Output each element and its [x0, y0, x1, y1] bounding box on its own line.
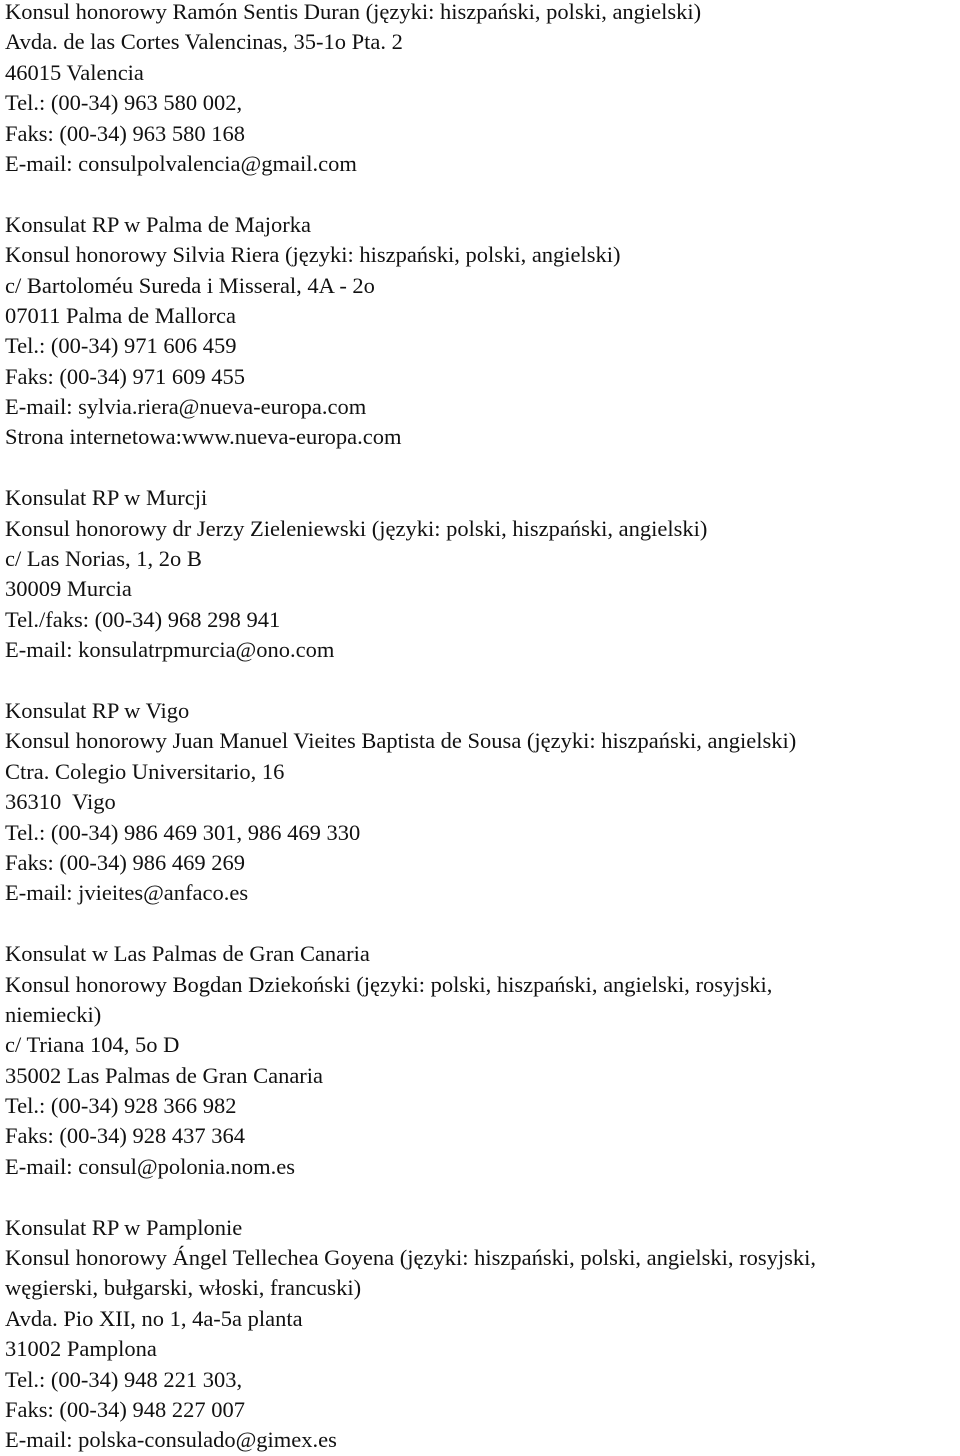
fax-line: Faks: (00-34) 986 469 269 — [5, 849, 245, 875]
postal-city-line: 35002 Las Palmas de Gran Canaria — [5, 1062, 324, 1088]
email-line: E-mail: jvieites@anfaco.es — [5, 880, 249, 906]
consul-name-line: Konsul honorowy dr Jerzy Zieleniewski (języki: polski, hiszpański, angielski) — [5, 515, 708, 541]
website-line: Strona internetowa:www.nueva-europa.com — [5, 424, 402, 450]
consul-name-line-continued: węgierski, bułgarski, włoski, francuski) — [5, 1275, 362, 1301]
postal-city-line: 46015 Valencia — [5, 59, 144, 85]
consulate-heading: Konsulat w Las Palmas de Gran Canaria — [5, 941, 370, 967]
consulate-heading: Konsulat RP w Murcji — [5, 485, 208, 511]
fax-line: Faks: (00-34) 928 437 364 — [5, 1123, 245, 1149]
consul-name-line: Konsul honorowy Ángel Tellechea Goyena (języki: hiszpański, polski, angielski, rosyjski, — [5, 1245, 816, 1271]
email-line: E-mail: consulpolvalencia@gmail.com — [5, 150, 357, 176]
consulate-entry-valencia — [5, 0, 957, 179]
consul-name-line: Konsul honorowy Ramón Sentis Duran (języki: hiszpański, polski, angielski) — [5, 0, 702, 24]
consulate-entry-pamplona — [5, 1213, 957, 1456]
email-line: E-mail: consul@polonia.nom.es — [5, 1153, 296, 1179]
address-line: Ctra. Colegio Universitario, 16 — [5, 758, 285, 784]
section-spacer — [5, 179, 957, 209]
consul-name-line-continued: niemiecki) — [5, 1001, 102, 1027]
email-line: E-mail: konsulatrpmurcia@ono.com — [5, 637, 335, 663]
phone-fax-line: Tel./faks: (00-34) 968 298 941 — [5, 606, 281, 632]
section-spacer — [5, 1182, 957, 1212]
phone-line: Tel.: (00-34) 986 469 301, 986 469 330 — [5, 819, 361, 845]
email-line: E-mail: polska-consulado@gimex.es — [5, 1427, 337, 1453]
fax-line: Faks: (00-34) 948 227 007 — [5, 1396, 245, 1422]
postal-city-line: 07011 Palma de Mallorca — [5, 302, 236, 328]
consul-name-line: Konsul honorowy Silvia Riera (języki: hiszpański, polski, angielski) — [5, 242, 621, 268]
postal-city-line: 31002 Pamplona — [5, 1336, 157, 1362]
consulate-entry-las-palmas — [5, 939, 957, 1182]
consulate-entry-murcia — [5, 483, 957, 665]
address-line: Avda. Pio XII, no 1, 4a-5a planta — [5, 1305, 303, 1331]
consulate-entry-palma — [5, 210, 957, 453]
postal-city-line: 30009 Murcia — [5, 576, 132, 602]
consulate-heading: Konsulat RP w Palma de Majorka — [5, 211, 312, 237]
address-line: Avda. de las Cortes Valencinas, 35-1o Pta. 2 — [5, 29, 403, 55]
address-line: c/ Triana 104, 5o D — [5, 1032, 180, 1058]
consulate-heading: Konsulat RP w Vigo — [5, 697, 190, 723]
document-body — [5, 0, 957, 1456]
fax-line: Faks: (00-34) 971 609 455 — [5, 363, 245, 389]
phone-line: Tel.: (00-34) 971 606 459 — [5, 333, 237, 359]
section-spacer — [5, 453, 957, 483]
postal-city-line: 36310 Vigo — [5, 789, 116, 815]
consul-name-line: Konsul honorowy Juan Manuel Vieites Baptista de Sousa (języki: hiszpański, angielski) — [5, 728, 797, 754]
phone-line: Tel.: (00-34) 963 580 002, — [5, 90, 243, 116]
address-line: c/ Las Norias, 1, 2o B — [5, 546, 202, 572]
fax-line: Faks: (00-34) 963 580 168 — [5, 120, 245, 146]
address-line: c/ Bartoloméu Sureda i Misseral, 4A - 2o — [5, 272, 375, 298]
phone-line: Tel.: (00-34) 948 221 303, — [5, 1366, 243, 1392]
section-spacer — [5, 909, 957, 939]
email-line: E-mail: sylvia.riera@nueva-europa.com — [5, 394, 367, 420]
consul-name-line: Konsul honorowy Bogdan Dziekoński (języki: polski, hiszpański, angielski, rosyjski, — [5, 971, 773, 997]
section-spacer — [5, 666, 957, 696]
phone-line: Tel.: (00-34) 928 366 982 — [5, 1093, 237, 1119]
consulate-entry-vigo — [5, 696, 957, 909]
consulate-heading: Konsulat RP w Pamplonie — [5, 1214, 243, 1240]
